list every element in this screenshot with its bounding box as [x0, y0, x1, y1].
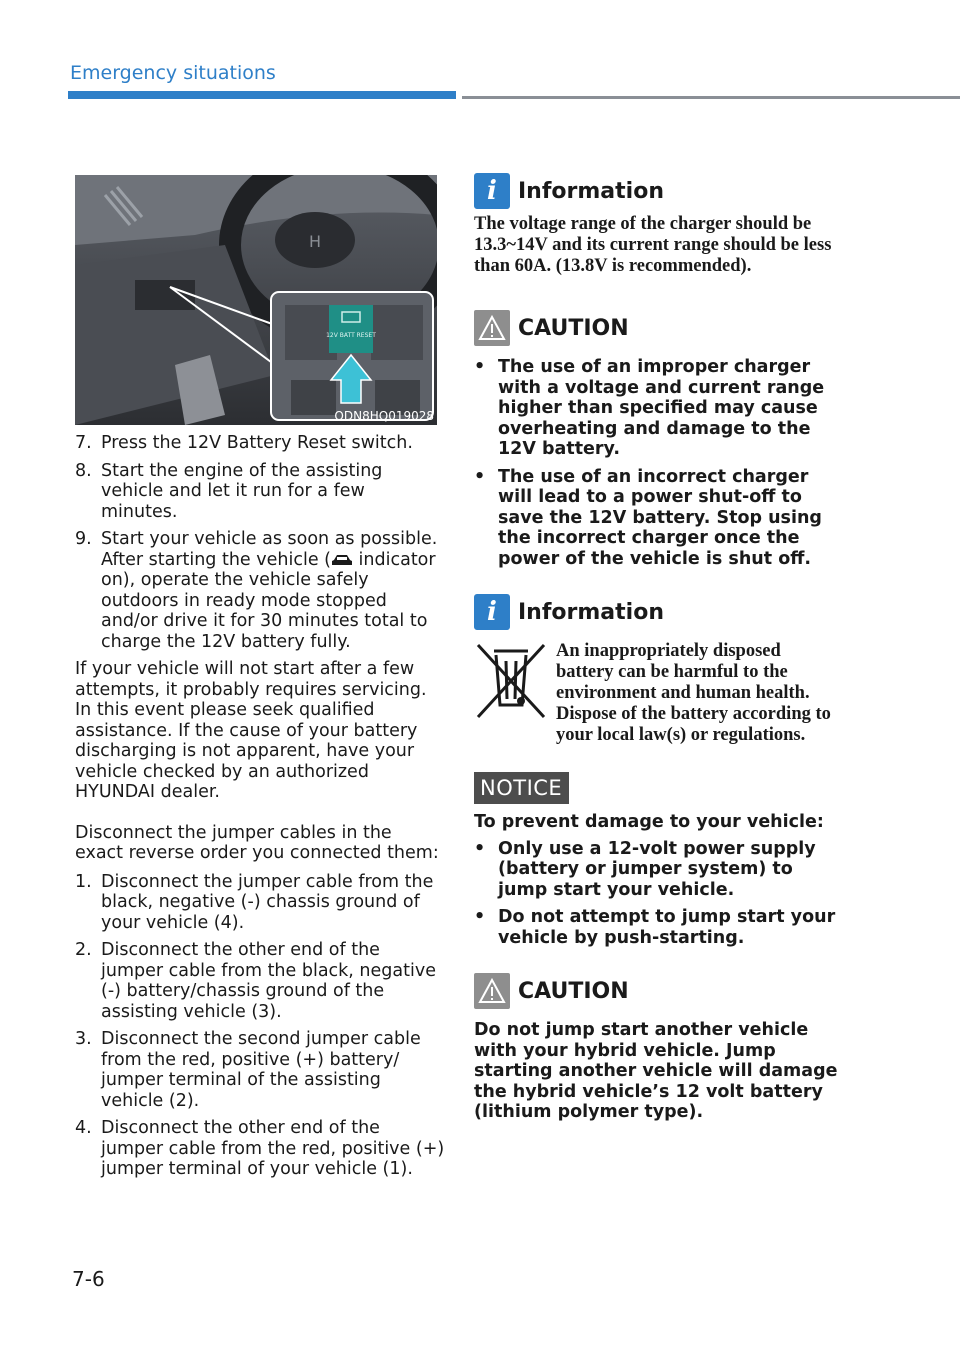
caution-text: Do not jump start another vehicle with your hybrid vehicle. Jump starting another vehicle will damage the hybrid vehicle’s 12 volt battery (lithium polymer type).: [474, 1020, 838, 1122]
list-item: • Only use a 12-volt power supply (battery or jumper system) to jump start your vehicle.: [474, 838, 816, 900]
info-box: [474, 172, 840, 277]
list-item: • The use of an improper charger with a voltage and current range higher than specified may cause overheating and damage to the 12V battery.: [474, 357, 825, 459]
list-item: 9. Start your vehicle as soon as possible. After starting the vehicle ( indicator on), operate the vehicle safely outdoors in ready mode stopped and/or drive it for 30 minutes total to charge the 12V battery fully.: [75, 529, 438, 652]
caution-box: [474, 972, 840, 1123]
info-text: An inappropriately disposed battery can be harmful to the environment and human health. Dispose of the battery according to your local law(s) or regulations.: [556, 641, 831, 745]
header-rule-gray: [462, 96, 960, 99]
ready-car-icon: [331, 553, 353, 567]
warning-icon: [474, 310, 510, 346]
list-item: 3. Disconnect the second jumper cable from the red, positive (+) battery/ jumper terminal of the assisting vehicle (2).: [75, 1029, 421, 1111]
caution-box: [474, 309, 840, 569]
list-item: 8. Start the engine of the assisting vehicle and let it run for a few minutes.: [75, 460, 383, 522]
list-item: 4. Disconnect the other end of the jumper cable from the red, positive (+) jumper terminal of your vehicle (1).: [75, 1118, 445, 1179]
paragraph: If your vehicle will not start after a few attempts, it probably requires servicing. In this event please seek qualified assistance. If the cause of your battery discharging is not apparent, have your vehicle checked by an authorized HYUNDAI dealer.: [75, 659, 427, 802]
svg-text:H: H: [308, 232, 322, 251]
list-item: • The use of an incorrect charger will lead to a power shut-off to save the 12V battery. Stop using the incorrect charger once the power of the vehicle is shut off.: [474, 466, 822, 569]
caution-heading: CAUTION: [518, 315, 629, 341]
list-item: 7. Press the 12V Battery Reset switch.: [75, 433, 413, 453]
info-icon: i: [474, 173, 510, 209]
reset-button-label: 12V BATT RESET: [326, 332, 376, 339]
figure-code: ODN8HQ019028: [334, 409, 434, 423]
dashboard-figure: [75, 175, 437, 425]
header-rule-blue: [68, 91, 456, 99]
left-column: [75, 433, 445, 1187]
list-item: 2. Disconnect the other end of the jumper cable from the black, negative (-) battery/chassis ground of the assisting vehicle (3).: [75, 940, 436, 1022]
info-text: The voltage range of the charger should be 13.3~14V and its current range should be less than 60A. (13.8V is recommended).: [474, 214, 832, 276]
dashboard-illustration: [75, 175, 437, 425]
list-item: • Do not attempt to jump start your vehicle by push-starting.: [474, 907, 836, 948]
section-title: Emergency situations: [70, 62, 276, 84]
page-number: 7-6: [72, 1267, 105, 1291]
info-heading: Information: [518, 178, 664, 204]
notice-box: [474, 772, 840, 948]
notice-badge: NOTICE: [474, 772, 569, 804]
warning-icon: [474, 973, 510, 1009]
info-heading: Information: [518, 599, 664, 625]
crossed-bin-icon: [474, 641, 548, 721]
list-item: 1. Disconnect the jumper cable from the black, negative (-) chassis ground of your vehicle (4).: [75, 871, 434, 933]
right-column: [474, 172, 840, 1123]
caution-heading: CAUTION: [518, 978, 629, 1004]
info-icon: i: [474, 594, 510, 630]
notice-intro: To prevent damage to your vehicle:: [474, 812, 824, 832]
info-box: [474, 593, 840, 746]
paragraph: Disconnect the jumper cables in the exact reverse order you connected them:: [75, 822, 439, 863]
